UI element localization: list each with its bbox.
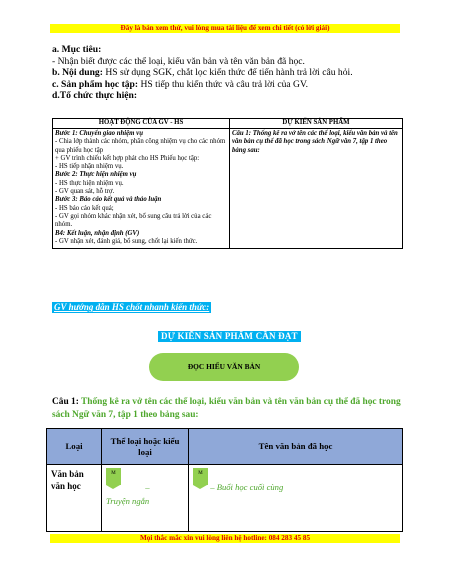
question-1 — [52, 396, 402, 421]
objective-d-label: d.Tổ chức thực hiện: — [52, 90, 138, 101]
works-header-titles: Tên văn bản đã học — [189, 429, 403, 465]
plan-header-left: HOẠT ĐỘNG CỦA GV - HS — [53, 119, 230, 129]
activity-step-heading: Bước 1: Chuyển giao nhiệm vụ — [55, 130, 143, 137]
objective-c — [52, 79, 412, 91]
works-cell-type — [47, 465, 102, 532]
expected-product-cell — [230, 129, 403, 249]
activity-step-line: + GV trình chiếu kết hợp phát cho HS Phiếu học tập: — [55, 154, 200, 162]
activity-step-heading: Bước 2: Thực hiện nhiệm vụ — [55, 171, 137, 179]
objective-b — [52, 67, 412, 79]
works-cell-genre — [102, 465, 189, 532]
works-cell-titles — [189, 465, 403, 532]
activity-steps-list — [55, 130, 227, 246]
genre-dash: – — [145, 482, 150, 492]
objective-c-label: c. Sản phẩm học tập: — [52, 78, 139, 90]
genre-label: Truyện ngắn — [106, 496, 150, 506]
works-header-row — [47, 429, 403, 465]
work-type-label: Văn bản văn học — [51, 469, 84, 491]
activity-step-heading: B4: Kết luận, nhận định (GV) — [55, 229, 140, 237]
question-text: Thống kê ra vở tên các thể loại, kiểu văn bản và tên văn bản cụ thể đã học trong sách Ngữ văn 7, tập 1 theo bảng sau: — [52, 397, 401, 420]
objective-b-text: HS sử dụng SGK, chắt lọc kiến thức để tiến hành trả lời câu hỏi. — [102, 67, 353, 78]
objective-c-text: HS tiếp thu kiến thức và câu trả lời của GV. — [138, 78, 309, 90]
activity-plan-table — [52, 118, 403, 249]
activity-step-line: - GV nhận xét, đánh giá, bổ sung, chốt lại kiến thức. — [55, 237, 198, 245]
question-label: Câu 1: — [52, 397, 81, 407]
expected-product-text: Câu 1: Thống kê ra vở tên các thể loại, kiểu văn bản và tên văn bản cụ thể đã học trong sách Ngữ văn 7, tập 1 theo bảng sau: — [232, 130, 398, 154]
objective-a — [52, 44, 412, 56]
bookmark-icon: M — [106, 468, 121, 485]
activity-step-heading: Bước 3: Báo cáo kết quả và thảo luận — [55, 196, 162, 204]
works-table — [46, 428, 403, 532]
expected-products-heading: DỰ KIẾN SẢN PHẨM CẦN ĐẠT — [158, 331, 301, 342]
objective-d — [52, 90, 412, 102]
bottom-hotline-banner: Mọi thắc mắc xin vui lòng liên hệ hotline: 084 283 45 85 — [50, 534, 400, 543]
plan-table-header-row — [53, 119, 403, 129]
teacher-student-activities — [53, 129, 230, 249]
objective-b-label: b. Nội dung: — [52, 67, 103, 78]
objective-a-label: a. Mục tiêu: — [52, 44, 102, 55]
top-preview-banner: Đây là bản xem thử, vui lòng mua tài liệu để xem chi tiết (có lời giải) — [50, 24, 400, 33]
activity-step-line: - GV quan sát, hỗ trợ. — [55, 188, 115, 196]
activity-step-line: - HS báo cáo kết quả; — [55, 204, 114, 212]
objectives-section — [52, 44, 412, 102]
works-header-genre: Thể loại hoặc kiểu loại — [102, 429, 189, 465]
activity-step-line: - HS thực hiện nhiệm vụ. — [55, 179, 124, 187]
works-header-type: Loại — [47, 429, 102, 465]
activity-step-line: - GV gọi nhóm khác nhận xét, bổ sung câu trả lời của các nhóm. — [55, 212, 212, 229]
objective-a-text: - Nhận biết được các thể loại, kiểu văn bản và tên văn bản đã học. — [52, 55, 305, 67]
plan-table-body-row — [53, 129, 403, 249]
reading-comprehension-badge: ĐỌC HIỂU VĂN BẢN — [149, 353, 299, 381]
activity-step-line: - Chia lớp thành các nhóm, phân công nhiệm vụ cho các nhóm qua phiếu học tập — [55, 138, 226, 154]
work-title: – Buổi học cuối cùng — [210, 482, 284, 492]
teacher-guidance-note: GV hướng dẫn HS chốt nhanh kiến thức: — [54, 302, 210, 312]
works-row — [47, 465, 403, 532]
bookmark-icon: M — [193, 468, 208, 485]
plan-header-right: DỰ KIẾN SẢN PHẨM — [230, 119, 403, 129]
activity-step-line: - HS tiếp nhận nhiệm vụ. — [55, 163, 124, 171]
